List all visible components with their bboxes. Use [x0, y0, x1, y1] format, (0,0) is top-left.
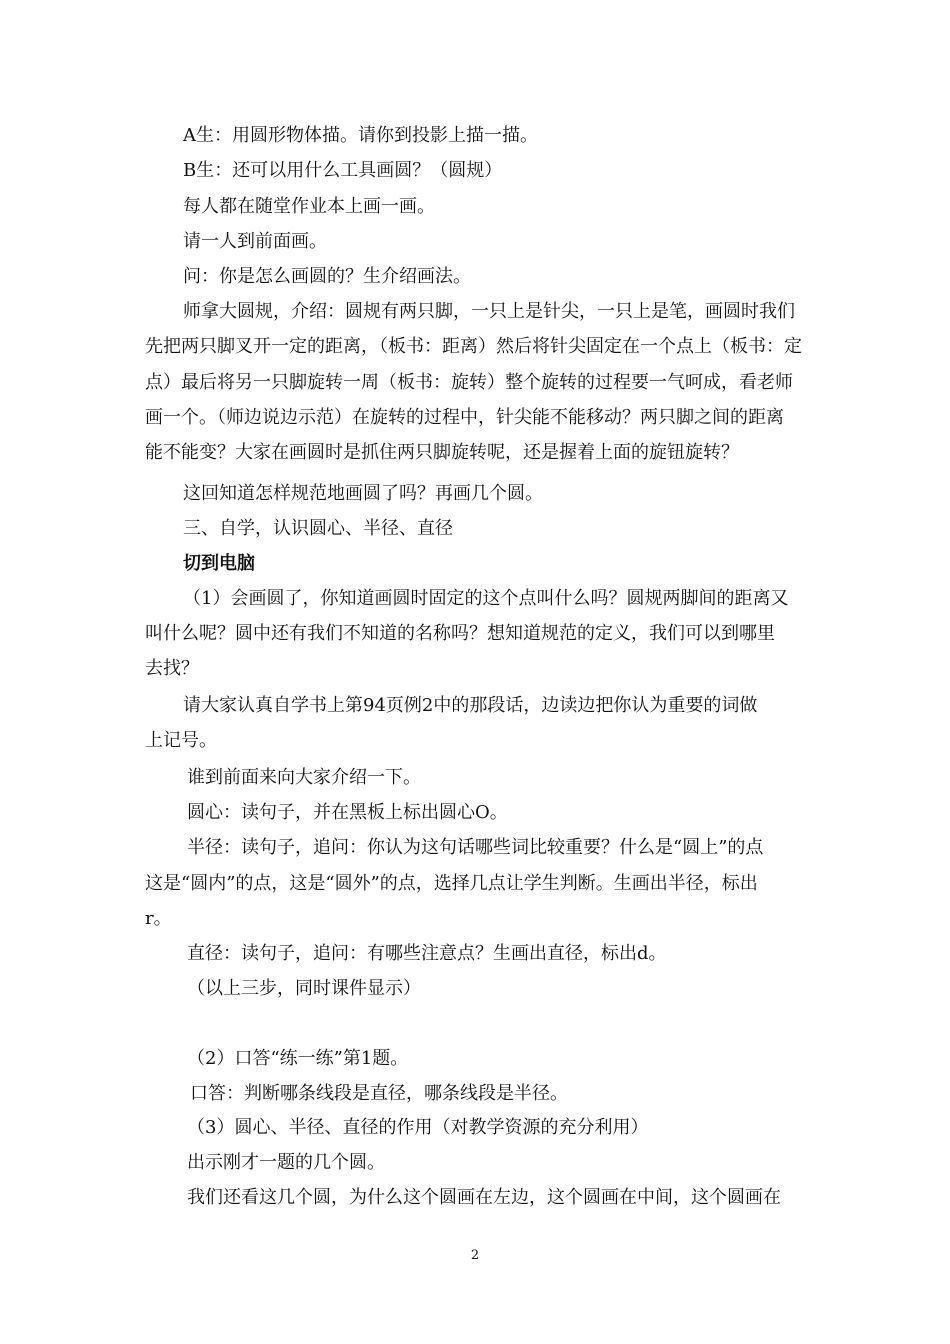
text-line: 师拿大圆规，介绍：圆规有两只脚，一只上是针尖，一只上是笔，画圆时我们: [183, 301, 795, 322]
text-line: 出示刚才一题的几个圆。: [187, 1152, 385, 1173]
text-line: 上记号。: [145, 730, 217, 751]
text-line: 直径：读句子，追问：有哪些注意点？生画出直径，标出d。: [187, 943, 667, 964]
text-line: 去找？: [145, 658, 199, 679]
text-line: （1）会画圆了，你知道画圆时固定的这个点叫什么吗？圆规两脚间的距离又: [183, 588, 789, 609]
text-line: 圆心：读句子，并在黑板上标出圆心O。: [187, 802, 508, 823]
text-line: r。: [145, 908, 172, 929]
text-line: 请一人到前面画。: [183, 231, 327, 252]
bold-note: 切到电脑: [183, 553, 255, 574]
text-line: 半径：读句子，追问：你认为这句话哪些词比较重要？什么是“圆上”的点: [187, 837, 764, 858]
text-line: （以上三步，同时课件显示）: [187, 978, 421, 999]
text-line: 问：你是怎么画圆的？生介绍画法。: [183, 266, 471, 287]
text-line: 每人都在随堂作业本上画一画。: [183, 196, 435, 217]
text-line: 这是“圆内”的点，这是“圆外”的点，选择几点让学生判断。生画出半径，标出: [145, 873, 758, 894]
text-line: 画一个。（师边说边示范）在旋转的过程中，针尖能不能移动？两只脚之间的距离: [145, 407, 784, 428]
text-line: A生：用圆形物体描。请你到投影上描一描。: [183, 125, 538, 146]
text-line: 请大家认真自学书上第94页例2中的那段话，边读边把你认为重要的词做: [183, 695, 758, 716]
section-heading: 三、自学，认识圆心、半径、直径: [183, 518, 453, 539]
text-line: 我们还看这几个圆，为什么这个圆画在左边，这个圆画在中间，这个圆画在: [187, 1187, 781, 1208]
text-line: B生：还可以用什么工具画圆？（圆规）: [183, 160, 503, 181]
text-line: 点）最后将另一只脚旋转一周（板书：旋转）整个旋转的过程要一气呵成，看老师: [145, 372, 793, 393]
text-line: 谁到前面来向大家介绍一下。: [187, 767, 421, 788]
text-line: 叫什么呢？圆中还有我们不知道的名称吗？想知道规范的定义，我们可以到哪里: [145, 623, 775, 644]
text-line: （2）口答“练一练”第1题。: [187, 1048, 409, 1069]
text-line: 能不能变？大家在画圆时是抓住两只脚旋转呢，还是握着上面的旋钮旋转？: [145, 442, 739, 463]
page-number: 2: [470, 1248, 480, 1263]
text-line: 口答：判断哪条线段是直径，哪条线段是半径。: [190, 1083, 568, 1104]
text-line: （3）圆心、半径、直径的作用（对教学资源的充分利用）: [187, 1117, 649, 1138]
text-line: 先把两只脚叉开一定的距离，（板书：距离）然后将针尖固定在一个点上（板书：定: [145, 336, 802, 357]
text-line: 这回知道怎样规范地画圆了吗？再画几个圆。: [183, 483, 543, 504]
